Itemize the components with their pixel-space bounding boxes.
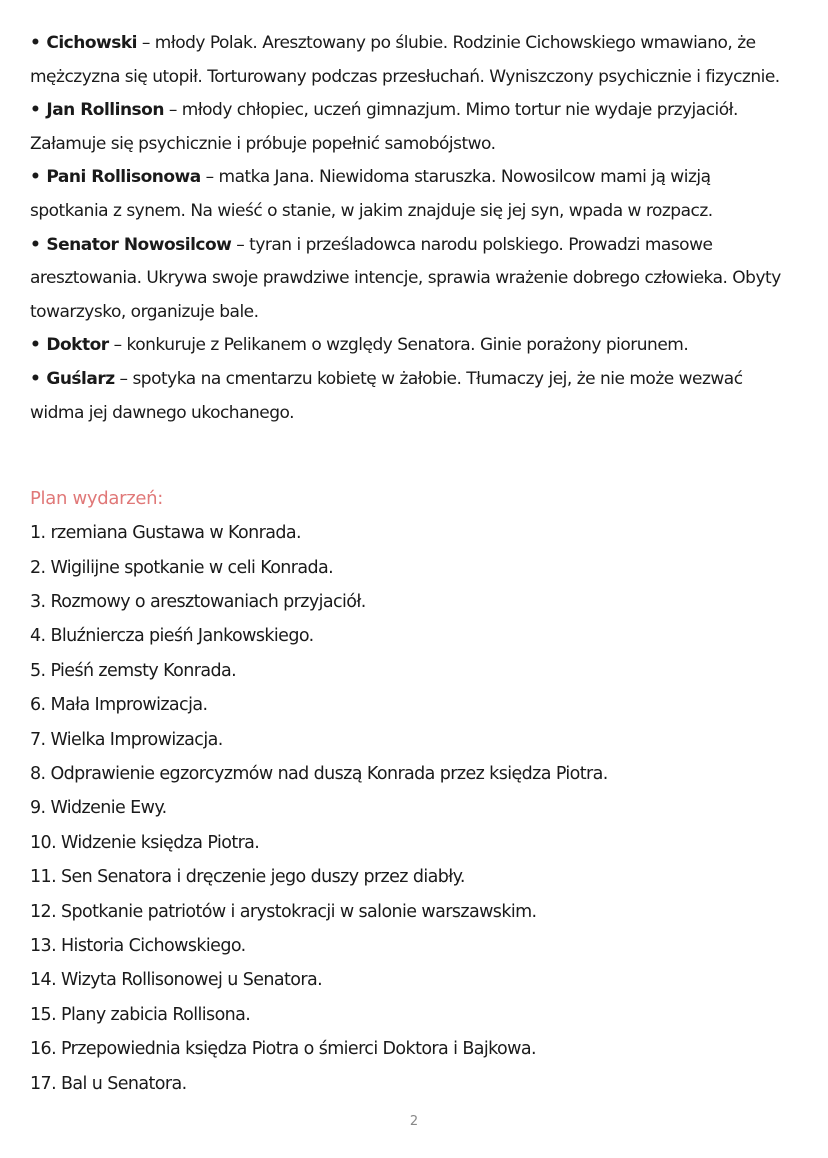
character-name: Senator Nowosilcow: [46, 234, 232, 255]
character-description: – spotyka na cmentarzu kobietę w żałobie. Tłumaczy jej, że nie może wezwać widma jej dawnego ukochanego.: [30, 368, 743, 423]
plan-item: 7. Wielka Improwizacja.: [30, 729, 223, 750]
plan-item: 9. Widzenie Ewy.: [30, 798, 167, 819]
character-name: Jan Rollinson: [46, 100, 164, 121]
character-entry: [30, 94, 788, 161]
bullet-icon: •: [30, 33, 41, 53]
plan-item: 15. Plany zabicia Rollisona.: [30, 1004, 251, 1025]
plan-item: 6. Mała Improwizacja.: [30, 695, 208, 716]
character-name: Doktor: [46, 335, 109, 356]
character-name: Pani Rollisonowa: [46, 167, 201, 188]
bullet-icon: •: [30, 335, 41, 356]
event-plan: [30, 482, 788, 1101]
character-description: – tyran i prześladowca narodu polskiego. Prowadzi masowe aresztowania. Ukrywa swoje prawdziwe intencje, sprawia wrażenie dobrego człowieka. Obyty towarzysko, organizuje bale.: [30, 234, 781, 322]
character-entry: [30, 329, 788, 363]
bullet-icon: •: [30, 234, 41, 255]
bullet-icon: •: [30, 368, 41, 389]
plan-item: 12. Spotkanie patriotów i arystokracji w salonie warszawskim.: [30, 901, 537, 922]
character-name: Guślarz: [46, 368, 115, 389]
character-entry: [30, 363, 788, 430]
bullet-icon: •: [30, 100, 41, 121]
character-entry: [30, 161, 788, 228]
plan-item: 17. Bal u Senatora.: [30, 1073, 187, 1094]
plan-item: 4. Bluźniercza pieśń Jankowskiego.: [30, 626, 314, 647]
plan-title: Plan wydarzeń:: [30, 488, 164, 510]
character-description: – młody chłopiec, uczeń gimnazjum. Mimo tortur nie wydaje przyjaciół. Załamuje się psychicznie i próbuje popełnić samobójstwo.: [30, 100, 738, 154]
plan-item: 10. Widzenie księdza Piotra.: [30, 832, 260, 853]
plan-item: 1. rzemiana Gustawa w Konrada.: [30, 523, 301, 544]
page-number: 2: [409, 1114, 419, 1129]
plan-list: [30, 516, 788, 1101]
character-description: – konkuruje z Pelikanem o względy Senatora. Ginie porażony piorunem.: [108, 335, 689, 356]
plan-item: 8. Odprawienie egzorcyzmów nad duszą Konrada przez księdza Piotra.: [30, 763, 608, 784]
bullet-icon: •: [30, 167, 41, 188]
character-entry: [30, 229, 788, 330]
character-description: – młody Polak. Aresztowany po ślubie. Rodzinie Cichowskiego wmawiano, że mężczyzna się utopił. Torturowany podczas przesłuchań. Wyniszczony psychicznie i fizycznie.: [30, 33, 780, 87]
plan-item: 13. Historia Cichowskiego.: [30, 936, 246, 956]
plan-item: 3. Rozmowy o aresztowaniach przyjaciół.: [30, 591, 366, 612]
character-name: Cichowski: [46, 33, 137, 53]
plan-item: 11. Sen Senatora i dręczenie jego duszy przez diabły.: [30, 867, 465, 888]
character-description: – matka Jana. Niewidoma staruszka. Nowosilcow mami ją wizją spotkania z synem. Na wieść o stanie, w jakim znajduje się jej syn, wpada w rozpacz.: [30, 167, 713, 221]
character-entry: [30, 27, 788, 94]
plan-item: 5. Pieśń zemsty Konrada.: [30, 660, 237, 681]
character-list: [30, 27, 788, 430]
plan-item: 16. Przepowiednia księdza Piotra o śmierci Doktora i Bajkowa.: [30, 1039, 536, 1060]
plan-item: 14. Wizyta Rollisonowej u Senatora.: [30, 970, 323, 991]
plan-item: 2. Wigilijne spotkanie w celi Konrada.: [30, 557, 334, 578]
